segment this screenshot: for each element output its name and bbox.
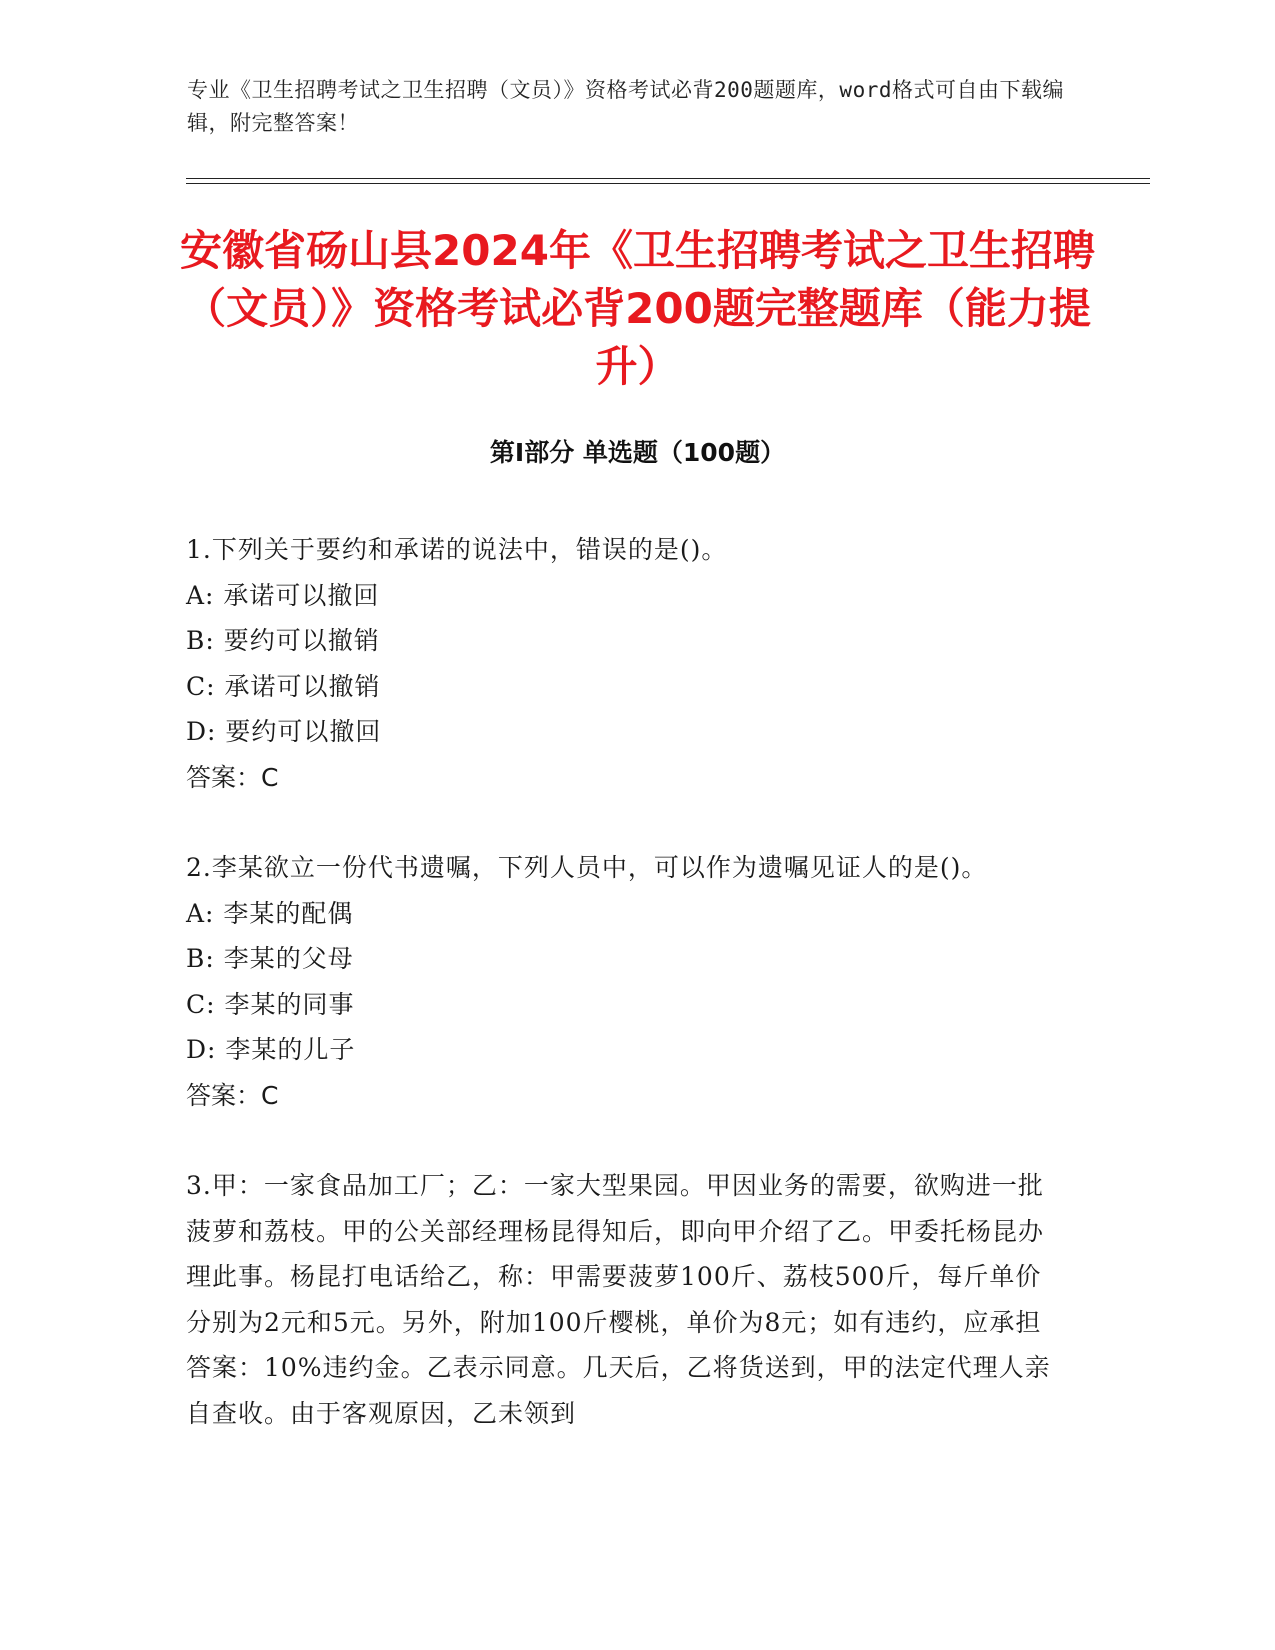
header-divider-top <box>186 178 1150 179</box>
option-a: A: 承诺可以撤回 <box>186 580 380 610</box>
question-stem: 2.李某欲立一份代书遗嘱，下列人员中，可以作为遗嘱见证人的是()。 <box>186 853 988 882</box>
answer: 答案：C <box>186 762 279 792</box>
option-b: B: 李某的父母 <box>186 944 354 973</box>
header-note: 专业《卫生招聘考试之卫生招聘（文员）》资格考试必背200题题库，word格式可自由下载编辑，附完整答案！ <box>187 78 1064 135</box>
question-2 <box>186 845 1066 1118</box>
question-1 <box>186 527 1066 800</box>
option-c: C: 李某的同事 <box>186 989 355 1019</box>
answer: 答案：C <box>186 1080 279 1110</box>
question-stem: 1.下列关于要约和承诺的说法中，错误的是()。 <box>186 535 728 564</box>
question-stem: 3.甲：一家食品加工厂；乙：一家大型果园。甲因业务的需要，欲购进一批菠萝和荔枝。甲的公关部经理杨昆得知后，即向甲介绍了乙。甲委托杨昆办理此事。杨昆打电话给乙，称：甲需要菠萝100斤、荔枝500斤，每斤单价分别为2元和5元。另外，附加100斤樱桃，单价为8元；如有违约，应承担答案：10%违约金。乙表示同意。几天后，乙将货送到，甲的法定代理人亲自查收。由于客观原因，乙未领到 <box>186 1171 1051 1428</box>
option-d: D: 要约可以撤回 <box>186 717 382 746</box>
question-list <box>186 527 1066 1481</box>
question-3 <box>186 1163 1066 1436</box>
option-b: B: 要约可以撤销 <box>186 626 380 655</box>
option-a: A: 李某的配偶 <box>186 898 354 928</box>
option-c: C: 承诺可以撤销 <box>186 671 381 701</box>
option-d: D: 李某的儿子 <box>186 1035 356 1064</box>
header-divider-bottom <box>186 183 1150 184</box>
document-title: 安徽省砀山县2024年《卫生招聘考试之卫生招聘（文员）》资格考试必背200题完整题库（能力提升） <box>180 226 1095 391</box>
section-heading: 第Ⅰ部分 单选题（100题） <box>489 438 786 467</box>
